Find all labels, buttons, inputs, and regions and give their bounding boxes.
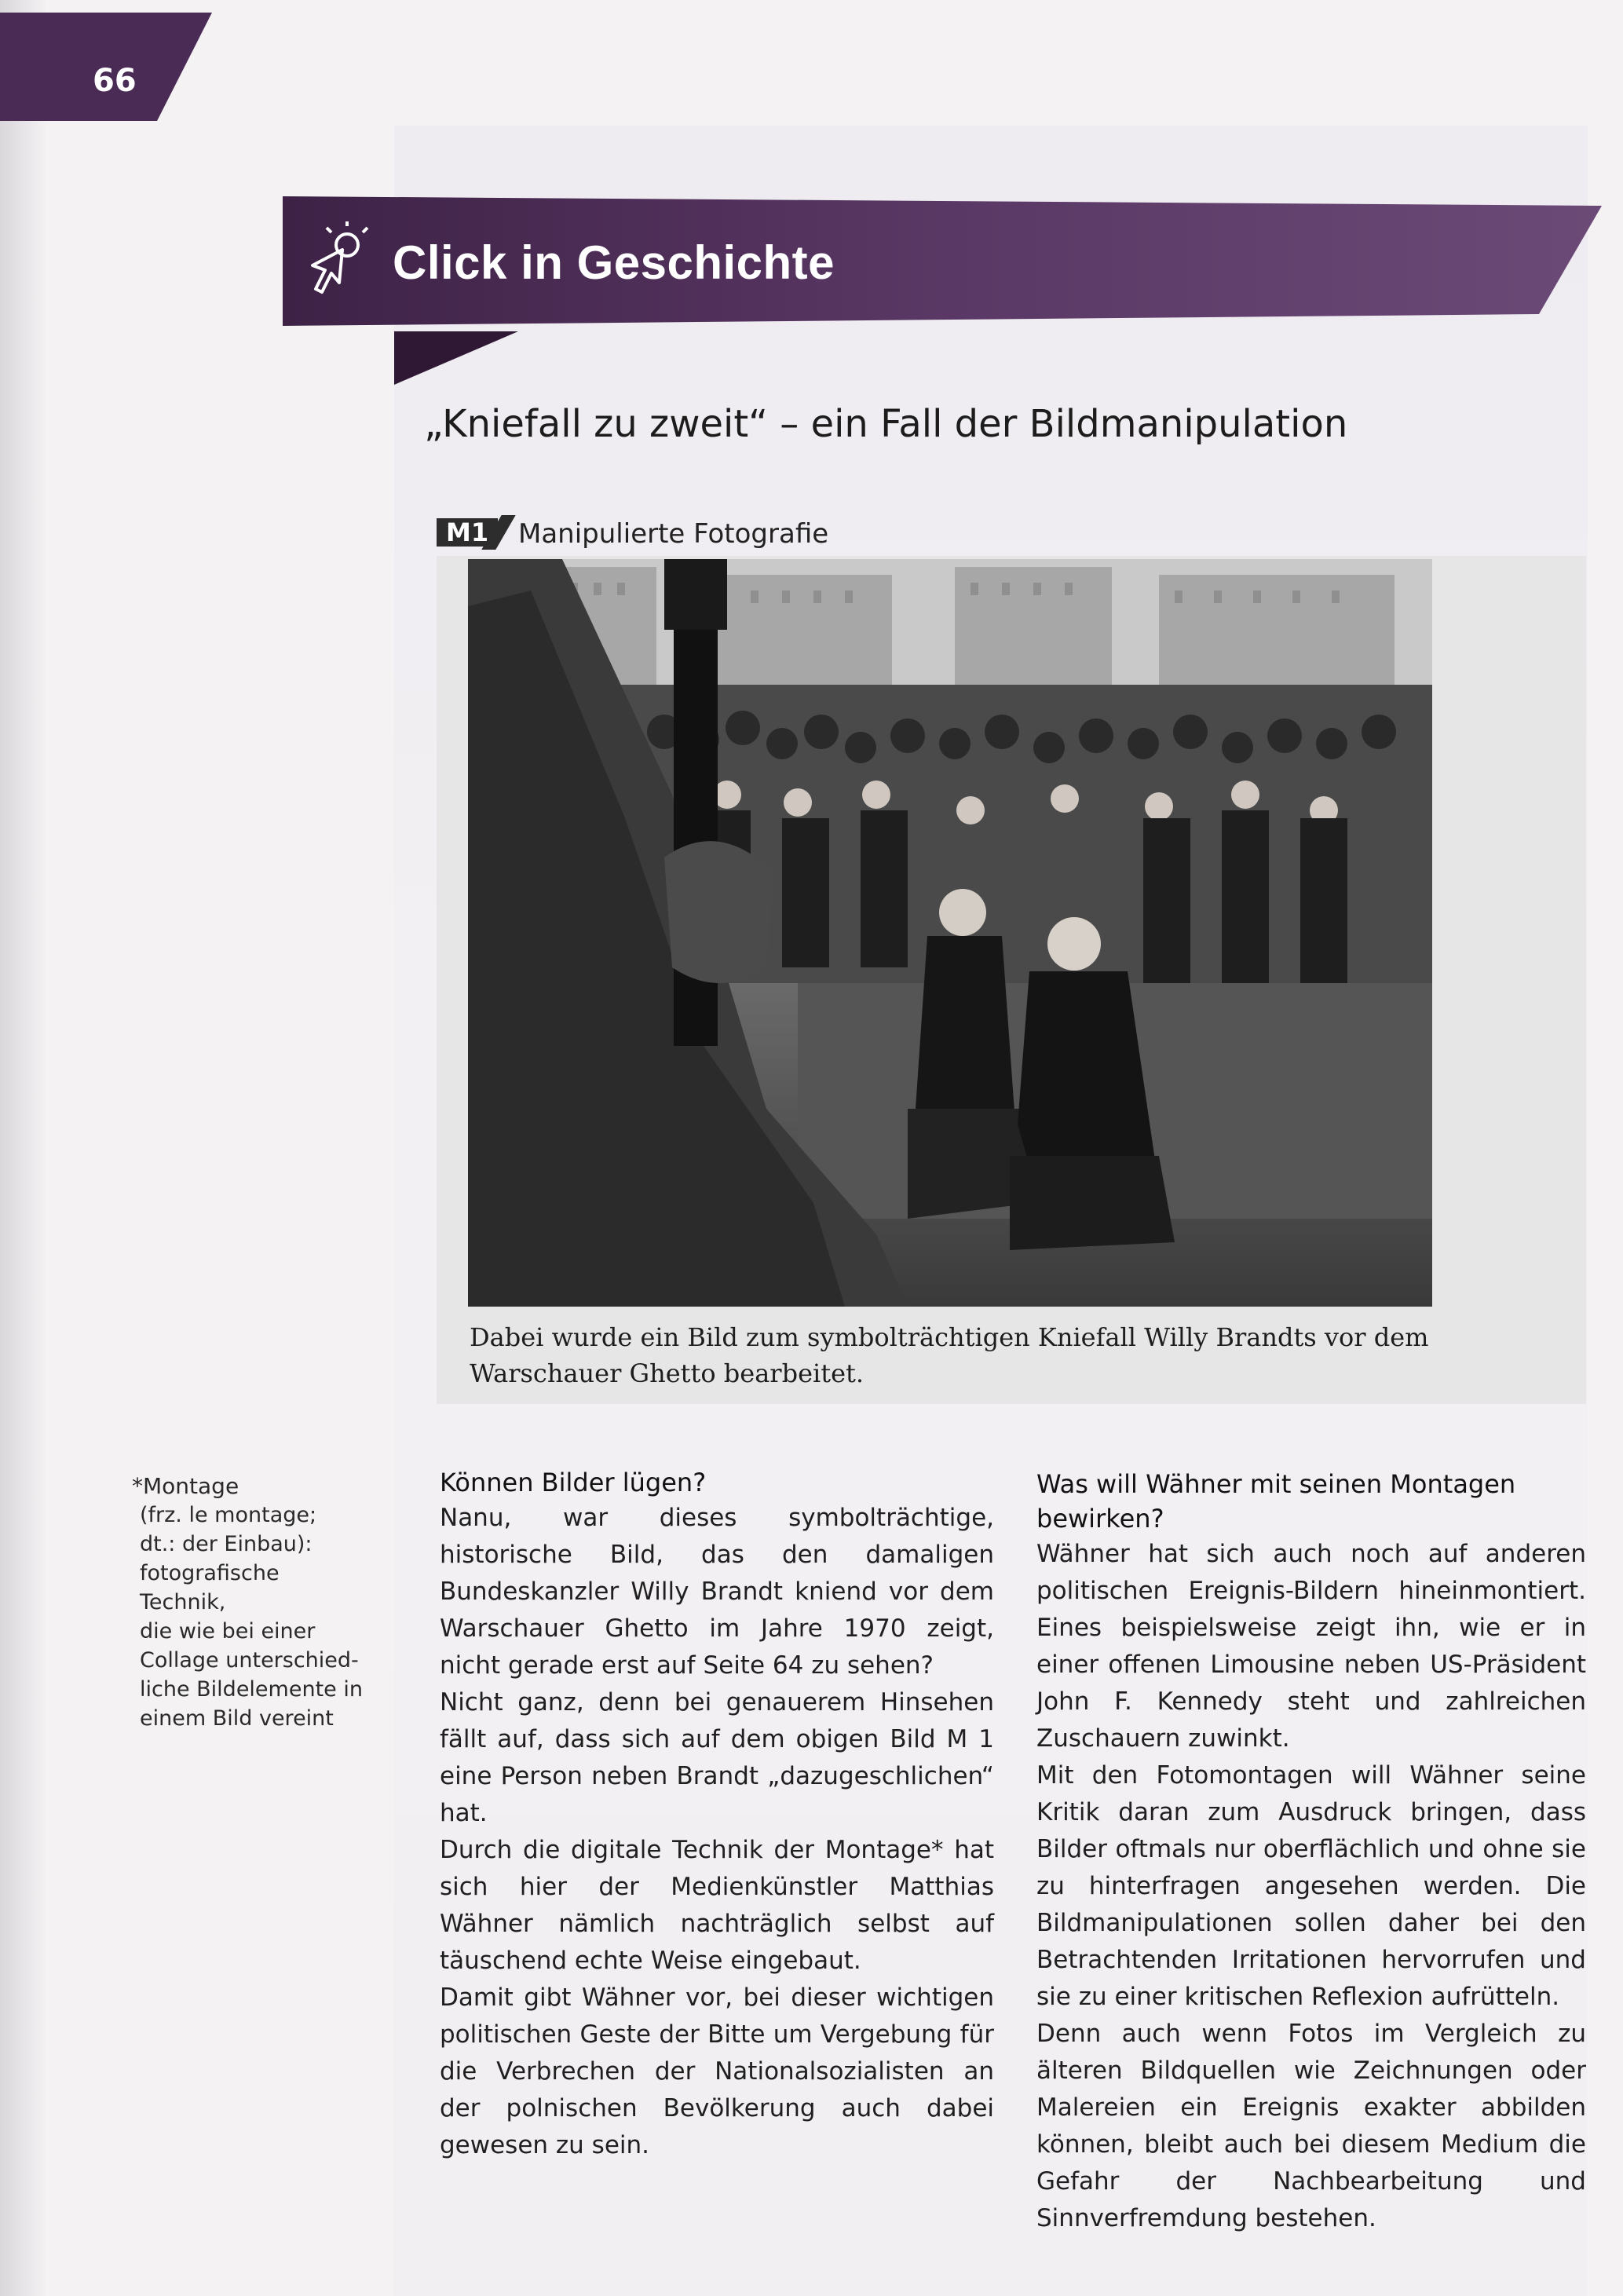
material-label: M1 <box>437 518 498 547</box>
glossary-line: liche Bildelemente in <box>140 1677 363 1702</box>
cursor-click-icon <box>298 221 377 303</box>
left-column-heading: Können Bilder lügen? <box>440 1468 707 1497</box>
glossary-line: fotografische Technik, <box>140 1561 280 1614</box>
right-column <box>1036 1467 1586 2237</box>
page-edge-shadow <box>0 0 47 2296</box>
glossary-line: die wie bei einer <box>140 1619 316 1643</box>
glossary-line: dt.: der Einbau): <box>140 1532 313 1556</box>
glossary-line: (frz. le montage; <box>140 1503 317 1527</box>
glossary-line: einem Bild vereint <box>140 1706 334 1731</box>
glossary-line: Collage unterschied- <box>140 1648 359 1673</box>
left-paragraph: Nanu, war dieses symbolträchtige, historische Bild, das den damaligen Bundeskanzler Willy Brandt kniend vor dem Warschauer Ghetto im Jahre 1970 zeigt, nicht gerade erst auf Seite 64 zu sehen? <box>440 1504 994 1680</box>
glossary-note <box>132 1472 367 1733</box>
chapter-banner <box>283 196 1602 385</box>
article-title: „Kniefall zu zweit“ – ein Fall der Bildmanipulation <box>424 402 1348 446</box>
left-paragraph: Durch die digitale Technik der Montage* hat sich hier der Medienkünstler Matthias Wähner nämlich nachträglich selbst auf täuschend echte Weise eingebaut. <box>440 1836 994 1975</box>
photo-caption: Dabei wurde ein Bild zum symbolträchtigen Kniefall Willy Brandts vor dem Warschauer Ghetto bearbeitet. <box>470 1322 1429 1388</box>
right-paragraph: Denn auch wenn Fotos im Vergleich zu älteren Bildquellen wie Zeichnungen oder Malereien ein Ereignis exakter abbilden können, bleibt auch bei diesem Medium die Gefahr der Nachbearbeitung und Sinnverfremdung bestehen. <box>1036 2020 1586 2232</box>
glossary-term: *Montage <box>132 1473 239 1499</box>
chapter-title: Click in Geschichte <box>393 236 835 289</box>
left-paragraph: Damit gibt Wähner vor, bei dieser wichtigen politischen Geste der Bitte um Vergebung für die Verbrechen der Nationalsozialisten an der polnischen Bevölkerung auch dabei gewesen zu sein. <box>440 1983 994 2159</box>
kniefall-photo <box>468 559 1432 1307</box>
right-paragraph: Mit den Fotomontagen will Wähner seine Kritik daran zum Ausdruck bringen, dass Bilder oftmals nur oberflächlich und ohne sie zu hinterfragen angesehen werden. Die Bildmanipulationen sollen daher bei den Betrachtenden Irritationen hervorrufen und sie zu einer kritischen Reflexion aufrütteln. <box>1036 1761 1586 2011</box>
left-column <box>440 1465 994 2164</box>
right-paragraph: Wähner hat sich auch noch auf anderen politischen Ereignis-Bildern hineinmontiert. Eines beispielsweise zeigt ihn, wie er in einer offenen Limousine neben US-Präsident John F. Kennedy steht und zahlreichen Zuschauern zuwinkt. <box>1036 1540 1586 1753</box>
material-heading: Manipulierte Fotografie <box>518 518 829 550</box>
left-paragraph: Nicht ganz, denn bei genauerem Hinsehen fällt auf, dass sich auf dem obigen Bild M 1 eine Person neben Brandt „dazugeschlichen“ hat. <box>440 1688 994 1827</box>
right-column-heading: Was will Wähner mit seinen Montagen bewirken? <box>1036 1469 1516 1534</box>
page-number: 66 <box>93 63 137 99</box>
